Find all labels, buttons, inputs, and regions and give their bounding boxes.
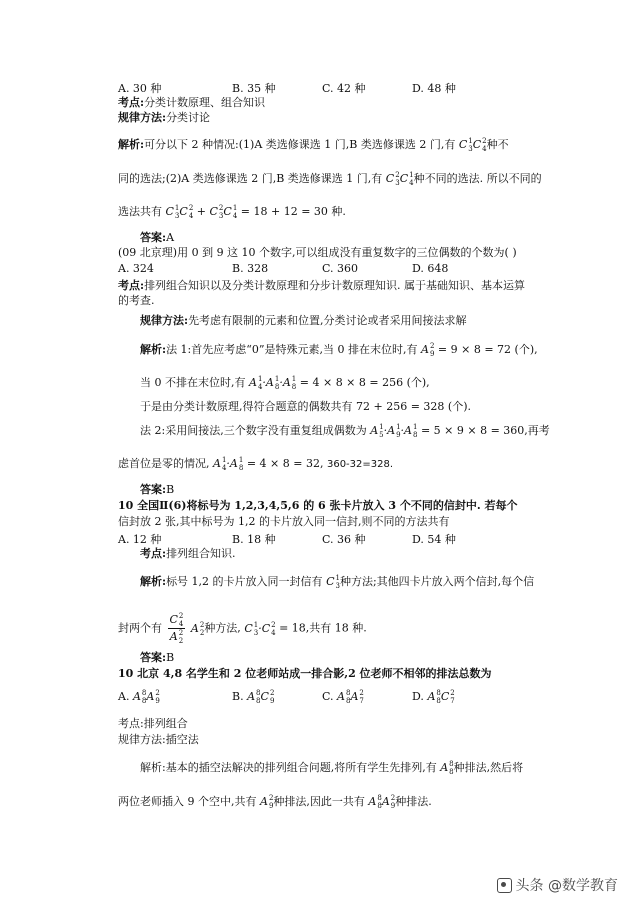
- q9-option-c: C. 360: [322, 262, 359, 275]
- q8-kaodian: 考点:分类计数原理、组合知识: [118, 96, 266, 109]
- q10a-answer: 答案:B: [140, 651, 175, 664]
- q10a-option-c: C. 36 种: [322, 533, 366, 546]
- q10b-kaodian: 考点:排列组合: [118, 717, 188, 730]
- formula-a41a81a81: A 1 4 ·A 1 8 ·A 1 8: [249, 375, 297, 391]
- q10a-option-b: B. 18 种: [232, 533, 276, 546]
- q9-jiexi-line3: 于是由分类计数原理,得符合题意的偶数共有 72 + 256 = 328 (个).: [140, 400, 471, 413]
- q8-option-c: C. 42 种: [322, 82, 366, 95]
- q10b-option-c: C. A 8 8 A 2 7: [322, 689, 364, 705]
- formula-c42-over-a22: C 2 4 A 2 2: [169, 612, 184, 645]
- q10b-option-d: D. A 8 8 C 2 7: [412, 689, 455, 705]
- q10b-fangfa: 规律方法:插空法: [118, 733, 199, 746]
- formula-a88a92: A 8 8 A 2 9: [368, 794, 396, 810]
- formula-a51a91a81: A 1 5 ·A 1 9 ·A 1 8: [370, 423, 418, 439]
- q9-option-d: D. 648: [412, 262, 449, 275]
- watermark: 头条 @数学教育: [497, 875, 618, 895]
- formula-c31c42: C 1 3 C 2 4: [458, 137, 487, 153]
- q8-fangfa: 规律方法:分类讨论: [118, 111, 211, 124]
- formula-c32c41: C 2 3 C 1 4: [385, 171, 414, 187]
- q10a-stem-line2: 信封放 2 张,其中标号为 1,2 的卡片放入同一信封,则不同的方法共有: [118, 515, 450, 528]
- q10b-stem: 10 北京 4,8 名学生和 2 位老师站成一排合影,2 位老师不相邻的排法总数为: [118, 667, 492, 680]
- q8-answer: 答案:A: [140, 231, 175, 244]
- formula-c31: C 1 3: [326, 574, 340, 590]
- q9-option-b: B. 328: [232, 262, 269, 275]
- q8-jiexi-line3: 选法共有 C 1 3 C 2 4 + C 2 3 C 1 4 = 18 + 12 = 30 种.: [118, 204, 346, 220]
- toutiao-logo-icon: [497, 878, 512, 893]
- q9-jiexi-line4: 法 2:采用间接法,三个数字没有重复组成偶数为 A 1 5 ·A 1 9 ·A 1 8 = 5 × 9 × 8 = 360,再考: [140, 423, 550, 439]
- formula-a22: A 2 2: [190, 620, 205, 637]
- q9-stem: (09 北京理)用 0 到 9 这 10 个数字,可以组成没有重复数字的三位偶数的个数为( ): [118, 246, 517, 259]
- formula-c31c42b: C 1 3 ·C 2 4: [244, 620, 276, 637]
- formula-a41a81: A 1 4 ·A 1 8: [213, 456, 244, 472]
- q10b-jiexi-line2: 两位老师插入 9 个空中,共有 A 2 9 种排法,因此一共有 A 8 8 A 2 9 种排法.: [118, 794, 432, 810]
- q8-jiexi-line1: 解析:可分以下 2 种情况:(1)A 类选修课选 1 门,B 类选修课选 2 门,有 C 1 3 C 2 4 种不: [118, 137, 509, 153]
- q9-kaodian-line1: 考点:排列组合知识以及分类计数原理和分步计数原理知识. 属于基础知识、基本运算: [118, 279, 526, 292]
- q10a-jiexi-line2: 封两个有 C 2 4 A 2 2 A 2 2 种方法, C 1 3 ·C 2 4 = 18,共有 18 种.: [118, 612, 367, 645]
- q9-jiexi-line5: 虑首位是零的情况, A 1 4 ·A 1 8 = 4 × 8 = 32, 360-32=328.: [118, 456, 394, 472]
- formula-a88: A 8 8: [440, 760, 454, 776]
- formula-a92b: A 2 9: [260, 794, 274, 810]
- q9-option-a: A. 324: [118, 262, 154, 275]
- q9-jiexi-line2: 当 0 不排在末位时,有 A 1 4 ·A 1 8 ·A 1 8 = 4 × 8 × 8 = 256 (个),: [140, 375, 430, 391]
- q10a-option-a: A. 12 种: [118, 533, 162, 546]
- q9-fangfa: 规律方法:先考虑有限制的元素和位置,分类讨论或者采用间接法求解: [140, 314, 467, 327]
- q10b-option-a: A. A 8 8 A 2 9: [118, 689, 160, 705]
- q10a-option-d: D. 54 种: [412, 533, 456, 546]
- q10b-option-b: B. A 8 8 C 2 9: [232, 689, 275, 705]
- q10a-stem-line1: 10 全国Ⅱ(6)将标号为 1,2,3,4,5,6 的 6 张卡片放入 3 个不同的信封中. 若每个: [118, 499, 518, 512]
- q9-answer: 答案:B: [140, 483, 175, 496]
- q9-kaodian-line2: 的考查.: [118, 294, 155, 307]
- q10b-jiexi-line1: 解析:基本的插空法解决的排列组合问题,将所有学生先排列,有 A 8 8 种排法,然后将: [140, 760, 524, 776]
- q10a-kaodian: 考点:排列组合知识.: [140, 547, 236, 560]
- q10a-jiexi-line1: 解析:标号 1,2 的卡片放入同一封信有 C 1 3 种方法;其他四卡片放入两个信封,每个信: [140, 574, 535, 590]
- q8-option-d: D. 48 种: [412, 82, 456, 95]
- q8-option-b: B. 35 种: [232, 82, 276, 95]
- formula-sum: C 1 3 C 2 4 + C 2 3 C 1 4: [165, 204, 238, 220]
- formula-a92: A 2 9: [421, 342, 435, 358]
- q8-option-a: A. 30 种: [118, 82, 162, 95]
- q9-jiexi-line1: 解析:法 1:首先应考虑“0”是特殊元素,当 0 排在末位时,有 A 2 9 = 9 × 8 = 72 (个),: [140, 342, 538, 358]
- q8-jiexi-line2: 同的选法;(2)A 类选修课选 2 门,B 类选修课选 1 门,有 C 2 3 C 1 4 种不同的选法. 所以不同的: [118, 171, 542, 187]
